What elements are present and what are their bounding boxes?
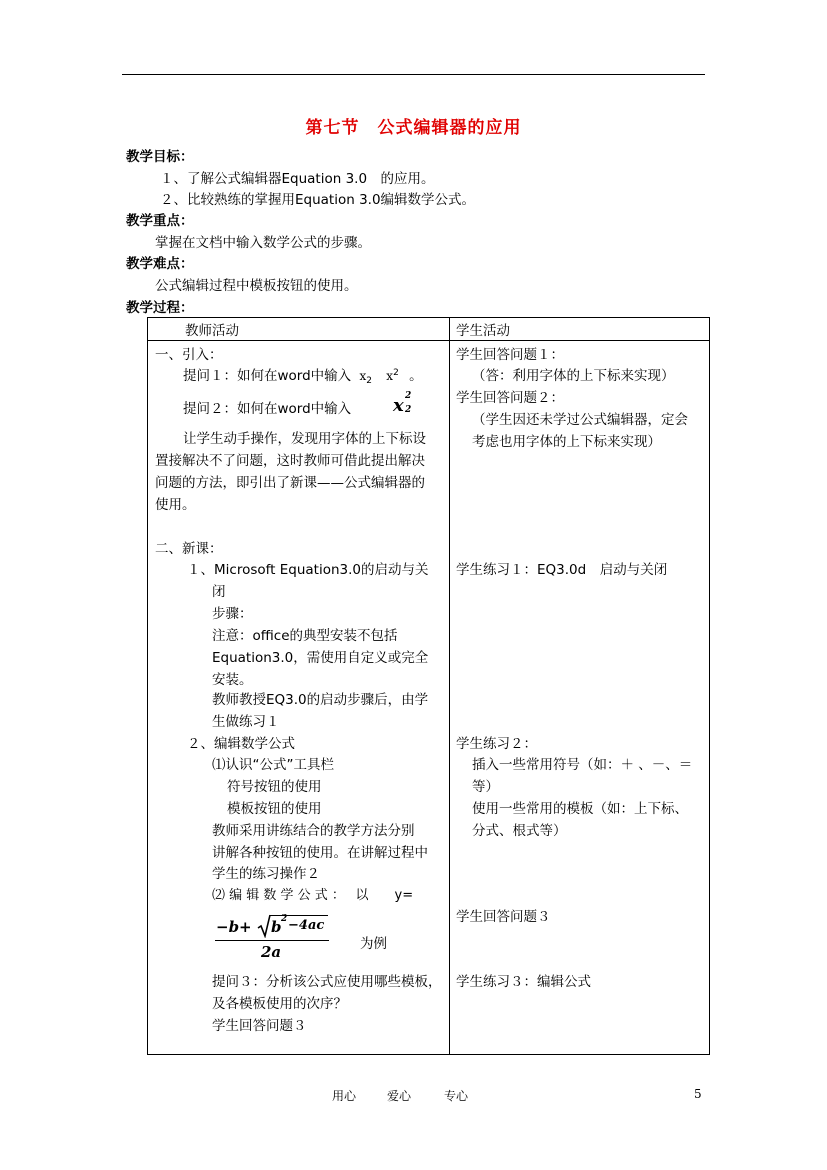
edit-formula-line: ⑵ 编 辑 数 学 公 式 ： 以 y= (212, 888, 414, 903)
student-exercise-2b: 等） (472, 779, 499, 795)
note-line-1: 注意：office的典型安装不包括 (212, 628, 398, 644)
process-label: 教学过程： (126, 300, 194, 316)
intro-paragraph-1: 让学生动手操作，发现用字体的上下标设 (183, 431, 426, 447)
student-answer-2-text-a: （学生因还未学过公式编辑器，定会 (472, 412, 688, 428)
student-exercise-2: 学生练习２： (456, 736, 537, 752)
intro-paragraph-4: 使用。 (155, 497, 196, 513)
student-exercise-2d: 分式、根式等） (472, 823, 567, 839)
student-answer-1: 学生回答问题１： (456, 347, 564, 363)
table-header-divider (147, 340, 710, 341)
footer-motto-2: 爱心 (387, 1089, 412, 1103)
answer-3: 学生回答问题３ (212, 1018, 307, 1034)
key-label: 教学重点： (126, 213, 194, 229)
toolbar-intro: ⑴认识“公式”工具栏 (212, 757, 334, 773)
question-2: 提问２：如何在word中输入 (183, 401, 352, 417)
difficulty-text: 公式编辑过程中模板按钮的使用。 (155, 278, 358, 294)
intro-paragraph-2: 置接解决不了问题，这时教师可借此提出解决 (155, 453, 425, 469)
fraction-bar (215, 940, 329, 941)
note-line-2: Equation3.0，需使用自定义或完全 (212, 650, 429, 666)
student-answer-3: 学生回答问题３ (456, 909, 551, 925)
new-item-1a: １、Microsoft Equation3.0的启动与关 (187, 562, 429, 578)
question-1: 提问１：如何在word中输入 $x_2$ $x^2$ 。 (183, 368, 423, 386)
student-answer-2: 学生回答问题２： (456, 390, 564, 406)
footer-motto-3: 专心 (444, 1089, 469, 1103)
teach-line-2: 生做练习１ (212, 714, 280, 730)
template-buttons: 模板按钮的使用 (227, 801, 322, 817)
method-line-3: 学生的练习操作２ (212, 866, 320, 882)
new-item-1b: 闭 (212, 584, 226, 600)
header-student: 学生活动 (456, 323, 510, 339)
method-line-2: 讲解各种按钮的使用。在讲解过程中 (212, 845, 428, 861)
student-exercise-3: 学生练习３：编辑公式 (456, 974, 591, 990)
footer-motto-1: 用心 (332, 1089, 357, 1103)
intro-paragraph-3: 问题的方法，即引出了新课——公式编辑器的 (155, 475, 425, 491)
radical-sign (257, 914, 271, 938)
steps-label: 步骤： (212, 606, 253, 622)
quadratic-formula: −b+ b 2 −4ac 2a (215, 908, 330, 964)
header-rule (122, 74, 705, 75)
page-title: 第七节 公式编辑器的应用 (305, 118, 522, 138)
intro-heading: 一、引入： (155, 347, 223, 363)
question-3b: 及各模板使用的次序？ (212, 996, 347, 1012)
table-column-divider (449, 317, 450, 1055)
header-teacher: 教师活动 (185, 323, 239, 339)
new-item-2: ２、编辑数学公式 (187, 736, 295, 752)
new-lesson-heading: 二、新课： (155, 541, 223, 557)
goals-label: 教学目标： (126, 149, 194, 165)
goal-1: １、了解公式编辑器Equation 3.0 的应用。 (160, 171, 435, 187)
student-answer-2-text-b: 考虑也用字体的上下标来实现） (472, 434, 661, 450)
key-text: 掌握在文档中输入数学公式的步骤。 (155, 235, 371, 251)
question-3a: 提问３：分析该公式应使用哪些模板， (212, 974, 442, 990)
formula-example: 为例 (360, 936, 387, 952)
symbol-buttons: 符号按钮的使用 (227, 779, 322, 795)
student-exercise-2c: 使用一些常用的模板（如：上下标、 (472, 801, 688, 817)
teach-line-1: 教师教授EQ3.0的启动步骤后，由学 (212, 692, 429, 708)
difficulty-label: 教学难点： (126, 256, 194, 272)
student-exercise-1: 学生练习１：EQ3.0d 启动与关闭 (456, 562, 668, 578)
page-number: 5 (694, 1087, 702, 1101)
note-line-3: 安装。 (212, 672, 253, 688)
method-line-1: 教师采用讲练结合的教学方法分别 (212, 823, 415, 839)
radical-overline (270, 915, 328, 916)
subscript-superscript-formula: x 2 2 (393, 391, 412, 416)
student-answer-1-text: （答：利用字体的上下标来实现） (472, 368, 675, 384)
goal-2: ２、比较熟练的掌握用Equation 3.0编辑数学公式。 (160, 192, 476, 208)
student-exercise-2a: 插入一些常用符号（如：＋ 、－、＝ (472, 757, 693, 773)
